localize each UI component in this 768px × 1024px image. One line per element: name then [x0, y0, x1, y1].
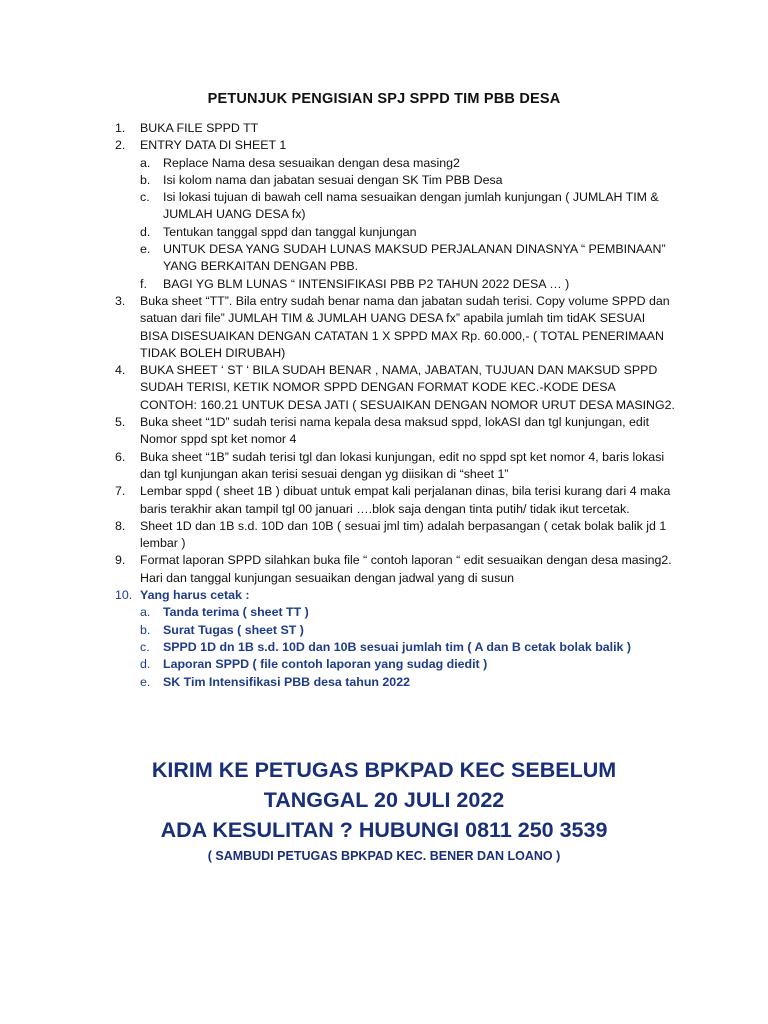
item-number: 9.: [115, 553, 126, 568]
sub-text: UNTUK DESA YANG SUDAH LUNAS MAKSUD PERJALANAN DINASNYA “ PEMBINAAN” YANG BERKAITAN DENGAN PBB.: [163, 242, 666, 274]
item-text: Format laporan SPPD silahkan buka file “ contoh laporan “ edit sesuaikan dengan desa masing2. Hari dan tanggal kunjungan sesuaikan dengan jadwal yang di susun: [140, 553, 672, 585]
contact-phone: ADA KESULITAN ? HUBUNGI 0811 250 3539: [160, 818, 608, 842]
item-text: ENTRY DATA DI SHEET 1: [140, 138, 287, 153]
deadline-date: TANGGAL 20 JULI 2022: [263, 788, 505, 812]
sub-text: Isi kolom nama dan jabatan sesuai dengan SK Tim PBB Desa: [163, 172, 503, 187]
item-number: 1.: [115, 121, 126, 135]
sub-text: BAGI YG BLM LUNAS “ INTENSIFIKASI PBB P2 TAHUN 2022 DESA … ): [163, 276, 570, 291]
sub-letter: c.: [140, 190, 150, 205]
item-number: 2.: [115, 138, 126, 153]
item-text: Lembar sppd ( sheet 1B ) dibuat untuk empat kali perjalanan dinas, bila terisi kurang dari 4 maka baris terakhir akan tampil tgl 00 januari ….blok saja dengan tinta putih/ tidak ikut tercetak.: [140, 484, 671, 516]
item-text: Buka sheet “TT”. Bila entry sudah benar nama dan jabatan sudah terisi. Copy volume SPPD dan satuan dari file” JUMLAH TIM & JUMLAH UANG DESA fx” apabila jumlah tim tidAK SESUAI BISA DISESUAIKAN DENGAN CATATAN 1 X SPPD MAX Rp. 60.000,- ( TOTAL PENERIMAAN TIDAK BOLEH DIRUBAH): [140, 293, 670, 360]
page-title: PETUNJUK PENGISIAN SPJ SPPD TIM PBB DESA: [207, 91, 561, 107]
item-text: Yang harus cetak :: [140, 588, 250, 603]
sub-letter: e.: [140, 242, 151, 257]
item-number: 10.: [115, 588, 133, 603]
list-item: [115, 137, 675, 154]
item-number: 6.: [115, 449, 126, 464]
sub-text: SPPD 1D dn 1B s.d. 10D dan 10B sesuai jumlah tim ( A dan B cetak bolak balik ): [163, 639, 631, 654]
sub-item: [115, 276, 675, 293]
item-number: 8.: [115, 518, 126, 533]
item-number: 4.: [115, 363, 126, 378]
list-item: [115, 293, 675, 362]
item-number: 3.: [115, 293, 126, 308]
contact-person: ( SAMBUDI PETUGAS BPKPAD KEC. BENER DAN LOANO ): [207, 849, 561, 863]
sub-letter: b.: [140, 622, 151, 637]
item-text: Buka sheet “1D” sudah terisi nama kepala desa maksud sppd, lokASI dan tgl kunjungan, edit Nomor sppd spt ket nomor 4: [140, 415, 650, 447]
sub-text: Isi lokasi tujuan di bawah cell nama sesuaikan dengan jumlah kunjungan ( JUMLAH TIM & JUMLAH UANG DESA fx): [163, 190, 659, 222]
print-sub-item: [115, 604, 675, 621]
sub-text: Tentukan tanggal sppd dan tanggal kunjungan: [163, 224, 417, 239]
sub-letter: f.: [140, 276, 147, 291]
sub-text: Replace Nama desa sesuaikan dengan desa masing2: [163, 155, 460, 170]
sub-item: [115, 172, 675, 189]
deadline-line: KIRIM KE PETUGAS BPKPAD KEC SEBELUM: [151, 758, 617, 782]
list-item: [115, 120, 675, 137]
sub-letter: d.: [140, 224, 151, 239]
item-text: BUKA SHEET ‘ ST ‘ BILA SUDAH BENAR , NAMA, JABATAN, TUJUAN DAN MAKSUD SPPD SUDAH TERISI, KETIK NOMOR SPPD DENGAN FORMAT KODE KEC.-KODE DESA CONTOH: 160.21 UNTUK DESA JATI ( SESUAIKAN DENGAN NOMOR URUT DESA MASING2.: [140, 363, 675, 412]
list-item: [115, 449, 675, 484]
print-sub-item: [115, 639, 675, 656]
instruction-list: [115, 120, 675, 691]
sub-letter: a.: [140, 155, 151, 170]
print-sub-item: [115, 674, 675, 691]
print-sub-item: [115, 656, 675, 673]
list-item: [115, 362, 675, 414]
sub-letter: b.: [140, 172, 151, 187]
sub-text: Laporan SPPD ( file contoh laporan yang sudag diedit ): [163, 657, 488, 672]
item-number: 7.: [115, 484, 126, 499]
sub-text: SK Tim Intensifikasi PBB desa tahun 2022: [163, 674, 410, 689]
list-item: [115, 414, 675, 449]
item-text: Buka sheet “1B” sudah terisi tgl dan lokasi kunjungan, edit no sppd spt ket nomor 4, baris lokasi dan tgl kunjungan akan terisi sesuai dengan yg diisikan di “sheet 1”: [140, 449, 665, 481]
sub-item: [115, 241, 675, 276]
sub-letter: c.: [140, 639, 150, 654]
sub-letter: e.: [140, 674, 151, 689]
sub-item: [115, 155, 675, 172]
sub-letter: a.: [140, 605, 151, 620]
list-item: [115, 518, 675, 553]
sub-text: Tanda terima ( sheet TT ): [163, 605, 309, 620]
print-sub-item: [115, 622, 675, 639]
list-item: [115, 483, 675, 518]
item-text: BUKA FILE SPPD TT: [140, 121, 259, 135]
list-item: [115, 552, 675, 587]
sub-letter: d.: [140, 657, 151, 672]
item-text: Sheet 1D dan 1B s.d. 10D dan 10B ( sesuai jml tim) adalah berpasangan ( cetak bolak balik jd 1 lembar ): [140, 518, 667, 551]
sub-text: Surat Tugas ( sheet ST ): [163, 622, 304, 637]
sub-item: [115, 224, 675, 241]
sub-item: [115, 189, 675, 224]
list-item: [115, 587, 675, 604]
item-number: 5.: [115, 415, 126, 430]
contact-footer: [0, 755, 768, 865]
